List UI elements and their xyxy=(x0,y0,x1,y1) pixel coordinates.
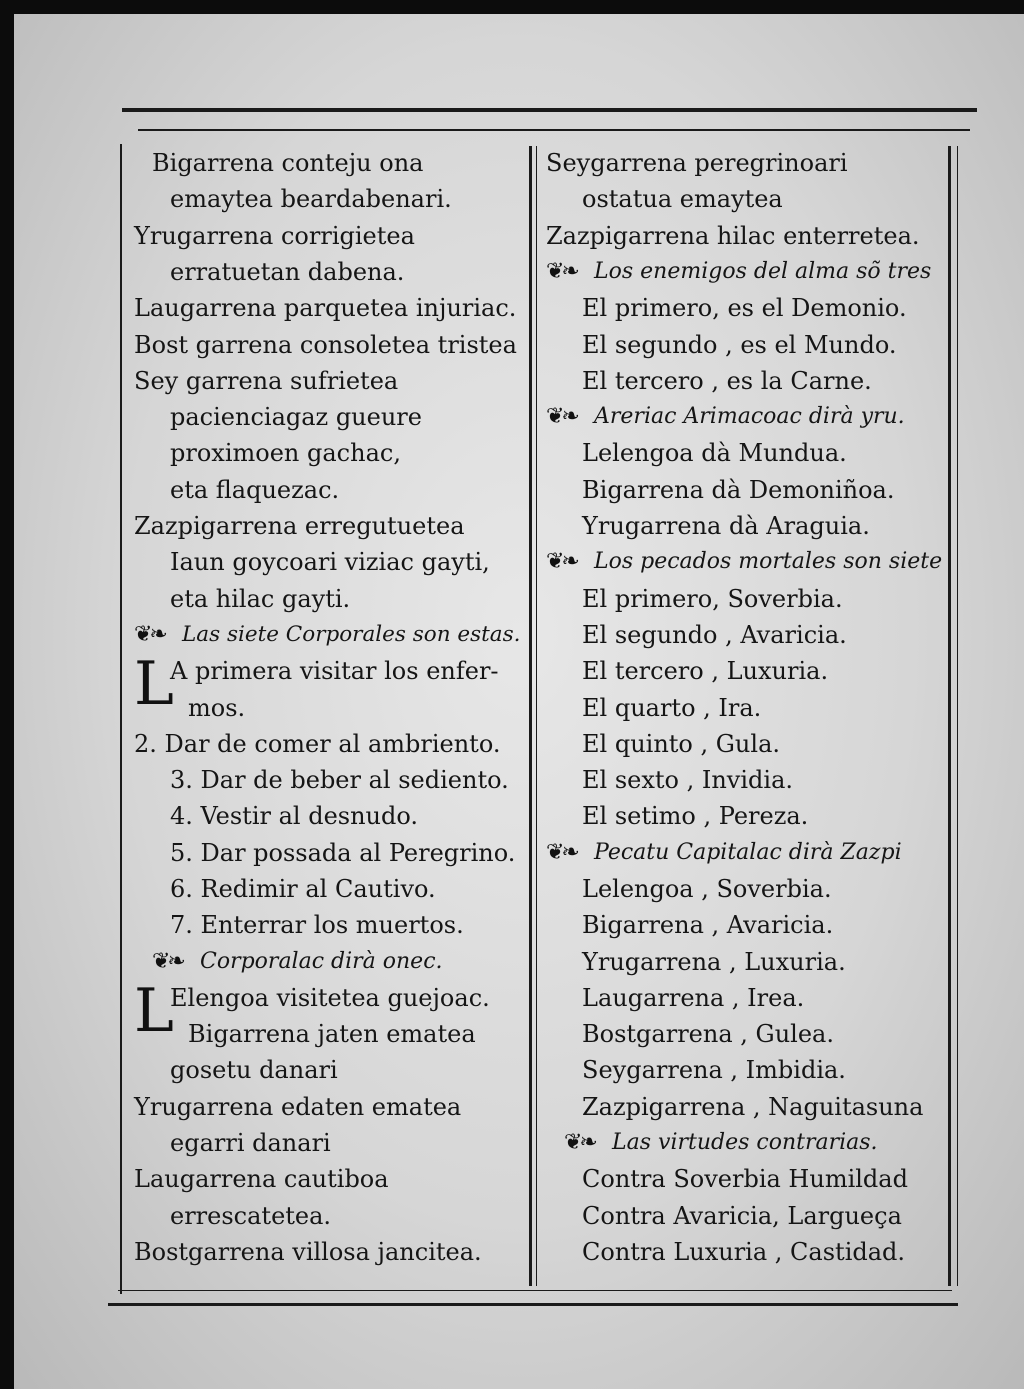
left-line-text: Yrugarrena edaten ematea xyxy=(134,1093,462,1121)
right-line-text: Contra Soverbia Humildad xyxy=(582,1165,908,1193)
right-text-line xyxy=(546,874,832,904)
left-line-text: A primera visitar los enfer- xyxy=(170,657,499,685)
fleuron-ornament-icon: ❦❧ xyxy=(546,549,577,574)
fleuron-ornament-icon: ❦❧ xyxy=(546,840,577,865)
left-line-text: gosetu danari xyxy=(170,1056,338,1084)
fleuron-ornament-icon: ❦❧ xyxy=(134,622,165,647)
left-line-text: Corporalac dirà onec. xyxy=(200,949,443,974)
left-frame-line xyxy=(120,144,122,1294)
right-text-line xyxy=(546,910,833,940)
right-line-text: Zazpigarrena hilac enterretea. xyxy=(546,222,920,250)
left-line-text: egarri danari xyxy=(170,1129,331,1157)
left-line-text: 7. Enterrar los muertos. xyxy=(170,911,464,939)
left-column xyxy=(134,148,524,1288)
right-frame-line-outer xyxy=(957,146,958,1286)
left-line-text: 4. Vestir al desnudo. xyxy=(170,802,419,830)
left-section-heading xyxy=(134,947,443,977)
top-rule-thin xyxy=(138,129,970,131)
right-section-heading xyxy=(546,838,902,868)
left-drop-cap: L xyxy=(134,976,174,1046)
right-line-text: El sexto , Invidia. xyxy=(582,766,794,794)
right-line-text: Yrugarrena , Luxuria. xyxy=(582,948,846,976)
center-divider-line xyxy=(529,146,532,1286)
right-text-line xyxy=(546,511,870,541)
right-text-line xyxy=(546,656,828,686)
right-line-text: Areriac Arimacoac dirà yru. xyxy=(594,404,905,429)
left-line-text: 5. Dar possada al Peregrino. xyxy=(170,839,516,867)
left-line-text: Bigarrena conteju ona xyxy=(152,149,424,177)
right-text-line xyxy=(546,765,793,795)
right-section-heading xyxy=(546,1128,878,1158)
left-text-line xyxy=(134,330,517,360)
fleuron-ornament-icon: ❦❧ xyxy=(152,949,183,974)
right-text-line xyxy=(546,801,808,831)
left-text-line xyxy=(134,1019,476,1049)
left-line-text: Laugarrena parquetea injuriac. xyxy=(134,294,517,322)
right-line-text: ostatua emaytea xyxy=(582,185,783,213)
left-text-line xyxy=(134,438,401,468)
right-line-text: El setimo , Pereza. xyxy=(582,802,809,830)
left-drop-cap: L xyxy=(134,649,174,719)
right-column xyxy=(546,148,946,1288)
book-page xyxy=(14,14,1024,1389)
left-text-line xyxy=(134,874,436,904)
left-text-line xyxy=(134,184,452,214)
left-text-line xyxy=(134,910,464,940)
left-line-text: pacienciagaz gueure xyxy=(170,403,422,431)
right-text-line xyxy=(546,1019,834,1049)
left-text-line xyxy=(134,801,418,831)
left-line-text: Iaun goycoari viziac gayti, xyxy=(170,548,490,576)
left-text-line xyxy=(134,366,398,396)
left-text-line xyxy=(134,547,490,577)
right-text-line xyxy=(546,366,872,396)
right-line-text: Seygarrena peregrinoari xyxy=(546,149,848,177)
left-line-text: erratuetan dabena. xyxy=(170,258,405,286)
right-line-text: El quarto , Ira. xyxy=(582,694,762,722)
right-line-text: El segundo , Avaricia. xyxy=(582,621,847,649)
left-text-line xyxy=(134,1092,461,1122)
left-line-text: Elengoa visitetea guejoac. xyxy=(170,984,490,1012)
right-section-heading xyxy=(546,402,905,432)
left-line-text: Yrugarrena corrigietea xyxy=(134,222,415,250)
left-text-line xyxy=(134,475,339,505)
left-line-text: Bigarrena jaten ematea xyxy=(188,1020,476,1048)
left-line-text: eta flaquezac. xyxy=(170,476,340,504)
left-text-line xyxy=(134,765,509,795)
right-section-heading xyxy=(546,547,942,577)
right-line-text: Contra Luxuria , Castidad. xyxy=(582,1238,906,1266)
left-line-text: errescatetea. xyxy=(170,1202,332,1230)
right-text-line xyxy=(546,438,847,468)
left-text-line xyxy=(134,511,465,541)
left-text-line xyxy=(134,1128,331,1158)
right-section-heading xyxy=(546,257,931,287)
right-line-text: Lelengoa , Soverbia. xyxy=(582,875,832,903)
left-line-text: emaytea beardabenari. xyxy=(170,185,452,213)
left-line-text: 3. Dar de beber al sediento. xyxy=(170,766,509,794)
left-text-line xyxy=(134,257,404,287)
left-text-line xyxy=(134,402,422,432)
left-text-line xyxy=(134,293,516,323)
right-line-text: Las virtudes contrarias. xyxy=(612,1130,878,1155)
right-text-line xyxy=(546,1164,908,1194)
bottom-rule-thin xyxy=(118,1290,952,1291)
left-line-text: 2. Dar de comer al ambriento. xyxy=(134,730,501,758)
left-line-text: Bost garrena consoletea tristea xyxy=(134,331,517,359)
left-line-text: Bostgarrena villosa jancitea. xyxy=(134,1238,482,1266)
left-text-line xyxy=(134,221,415,251)
right-line-text: Lelengoa dà Mundua. xyxy=(582,439,847,467)
right-line-text: El quinto , Gula. xyxy=(582,730,780,758)
right-text-line xyxy=(546,620,847,650)
left-line-text: 6. Redimir al Cautivo. xyxy=(170,875,436,903)
left-line-text: Las siete Corporales son estas. xyxy=(182,622,521,647)
fleuron-ornament-icon: ❦❧ xyxy=(546,404,577,429)
right-text-line xyxy=(546,184,783,214)
left-line-text: proximoen gachac, xyxy=(170,439,401,467)
left-text-line xyxy=(134,1055,338,1085)
right-text-line xyxy=(546,1201,902,1231)
left-line-text: Sey garrena sufrietea xyxy=(134,367,399,395)
right-line-text: Bigarrena dà Demoniñoa. xyxy=(582,476,895,504)
right-text-line xyxy=(546,1237,905,1267)
left-text-line xyxy=(134,656,499,686)
right-line-text: El primero, es el Demonio. xyxy=(582,294,907,322)
fleuron-ornament-icon: ❦❧ xyxy=(564,1130,595,1155)
right-line-text: Yrugarrena dà Araguia. xyxy=(582,512,870,540)
right-line-text: Seygarrena , Imbidia. xyxy=(582,1056,846,1084)
left-line-text: Laugarrena cautiboa xyxy=(134,1165,389,1193)
left-line-text: eta hilac gayti. xyxy=(170,585,351,613)
fleuron-ornament-icon: ❦❧ xyxy=(546,259,577,284)
bottom-rule-thick xyxy=(108,1303,958,1306)
left-text-line xyxy=(134,148,423,178)
right-line-text: Bostgarrena , Gulea. xyxy=(582,1020,834,1048)
right-line-text: El tercero , es la Carne. xyxy=(582,367,872,395)
center-divider-line-inner xyxy=(536,146,537,1286)
right-line-text: Los enemigos del alma sõ tres xyxy=(594,259,932,284)
top-rule-thick xyxy=(122,108,977,112)
right-frame-line xyxy=(948,146,951,1286)
right-line-text: El segundo , es el Mundo. xyxy=(582,331,897,359)
right-text-line xyxy=(546,947,846,977)
left-text-line xyxy=(134,1201,331,1231)
left-text-line xyxy=(134,1237,482,1267)
right-line-text: Los pecados mortales son siete xyxy=(594,549,943,574)
right-line-text: Zazpigarrena , Naguitasuna xyxy=(582,1093,924,1121)
right-text-line xyxy=(546,475,894,505)
left-text-line xyxy=(134,838,515,868)
right-line-text: Pecatu Capitalac dirà Zazpi xyxy=(594,840,902,865)
right-text-line xyxy=(546,221,920,251)
left-text-line xyxy=(134,729,500,759)
left-text-line xyxy=(134,1164,389,1194)
right-text-line xyxy=(546,729,780,759)
right-text-line xyxy=(546,1055,846,1085)
left-line-text: mos. xyxy=(188,694,246,722)
left-section-heading xyxy=(134,620,520,650)
right-text-line xyxy=(546,1092,923,1122)
left-line-text: Zazpigarrena erregutuetea xyxy=(134,512,465,540)
right-line-text: El tercero , Luxuria. xyxy=(582,657,829,685)
right-line-text: Contra Avaricia, Largueça xyxy=(582,1202,902,1230)
right-text-line xyxy=(546,693,761,723)
right-text-line xyxy=(546,983,804,1013)
right-text-line xyxy=(546,293,907,323)
left-text-line xyxy=(134,584,350,614)
left-text-line xyxy=(134,693,245,723)
right-text-line xyxy=(546,584,843,614)
right-text-line xyxy=(546,330,896,360)
right-line-text: El primero, Soverbia. xyxy=(582,585,843,613)
right-line-text: Laugarrena , Irea. xyxy=(582,984,805,1012)
left-text-line xyxy=(134,983,490,1013)
right-text-line xyxy=(546,148,848,178)
right-line-text: Bigarrena , Avaricia. xyxy=(582,911,834,939)
